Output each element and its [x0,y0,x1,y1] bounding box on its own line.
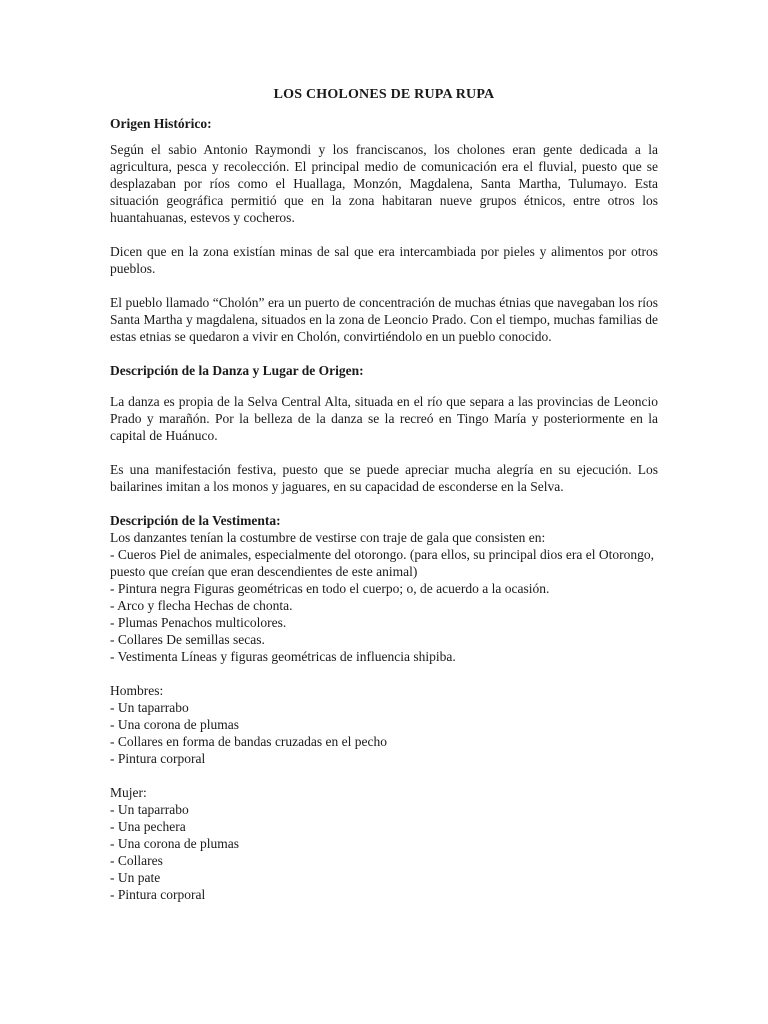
list-item: - Pintura corporal [110,887,206,902]
mujer-list [110,784,658,903]
document-title: LOS CHOLONES DE RUPA RUPA [273,87,495,102]
list-item: - Cueros Piel de animales, especialmente del otorongo. (para ellos, su principal dios era el Otorongo, puesto que creían que eran descendientes de este animal) [110,547,654,579]
list-item: - Plumas Penachos multicolores. [110,615,287,630]
vestimenta-intro: Los danzantes tenían la costumbre de vestirse con traje de gala que consisten en: [110,530,546,545]
list-item: - Collares [110,853,163,868]
section-heading-origen: Origen Histórico: [110,116,212,131]
paragraph-origen-2: Dicen que en la zona existían minas de sal que era intercambiada por pieles y alimentos por otros pueblos. [110,244,658,276]
paragraph-origen-1: Según el sabio Antonio Raymondi y los franciscanos, los cholones eran gente dedicada a la agricultura, pesca y recolección. El principal medio de comunicación era el fluvial, puesto que se desplazaban por ríos como el Huallaga, Monzón, Magdalena, Santa Martha, Tulumayo. Esta situación geográfica permitió que en la zona habitaran nueve grupos étnicos, entre otros los huantahuanas, estevos y cocheros. [110,142,658,225]
mujer-label: Mujer: [110,785,147,800]
list-item: - Un taparrabo [110,802,189,817]
list-item: - Pintura negra Figuras geométricas en todo el cuerpo; o, de acuerdo a la ocasión. [110,581,550,596]
paragraph-danza-1: La danza es propia de la Selva Central Alta, situada en el río que separa a las provincias de Leoncio Prado y marañón. Por la belleza de la danza se la recreó en Tingo María y posteriormente en la capital de Huánuco. [110,394,658,443]
vestimenta-list [110,529,658,665]
section-heading-danza: Descripción de la Danza y Lugar de Origen: [110,363,364,378]
list-item: - Un pate [110,870,161,885]
paragraph-danza-2: Es una manifestación festiva, puesto que se puede apreciar mucha alegría en su ejecución. Los bailarines imitan a los monos y jaguares, en su capacidad de esconderse en la Selva. [110,462,658,494]
list-item: - Una corona de plumas [110,717,239,732]
hombres-label: Hombres: [110,683,164,698]
document-page [110,86,658,920]
list-item: - Collares en forma de bandas cruzadas en el pecho [110,734,388,749]
list-item: - Pintura corporal [110,751,206,766]
section-heading-vestimenta: Descripción de la Vestimenta: [110,513,281,528]
list-item: - Un taparrabo [110,700,189,715]
list-item: - Arco y flecha Hechas de chonta. [110,598,293,613]
hombres-list [110,682,658,767]
list-item: - Una corona de plumas [110,836,239,851]
list-item: - Una pechera [110,819,186,834]
paragraph-origen-3: El pueblo llamado “Cholón” era un puerto de concentración de muchas étnias que navegaban los ríos Santa Martha y magdalena, situados en la zona de Leoncio Prado. Con el tiempo, muchas familias de estas etnias se quedaron a vivir en Cholón, convirtiéndolo en un pueblo conocido. [110,295,658,344]
list-item: - Vestimenta Líneas y figuras geométricas de influencia shipiba. [110,649,456,664]
list-item: - Collares De semillas secas. [110,632,265,647]
